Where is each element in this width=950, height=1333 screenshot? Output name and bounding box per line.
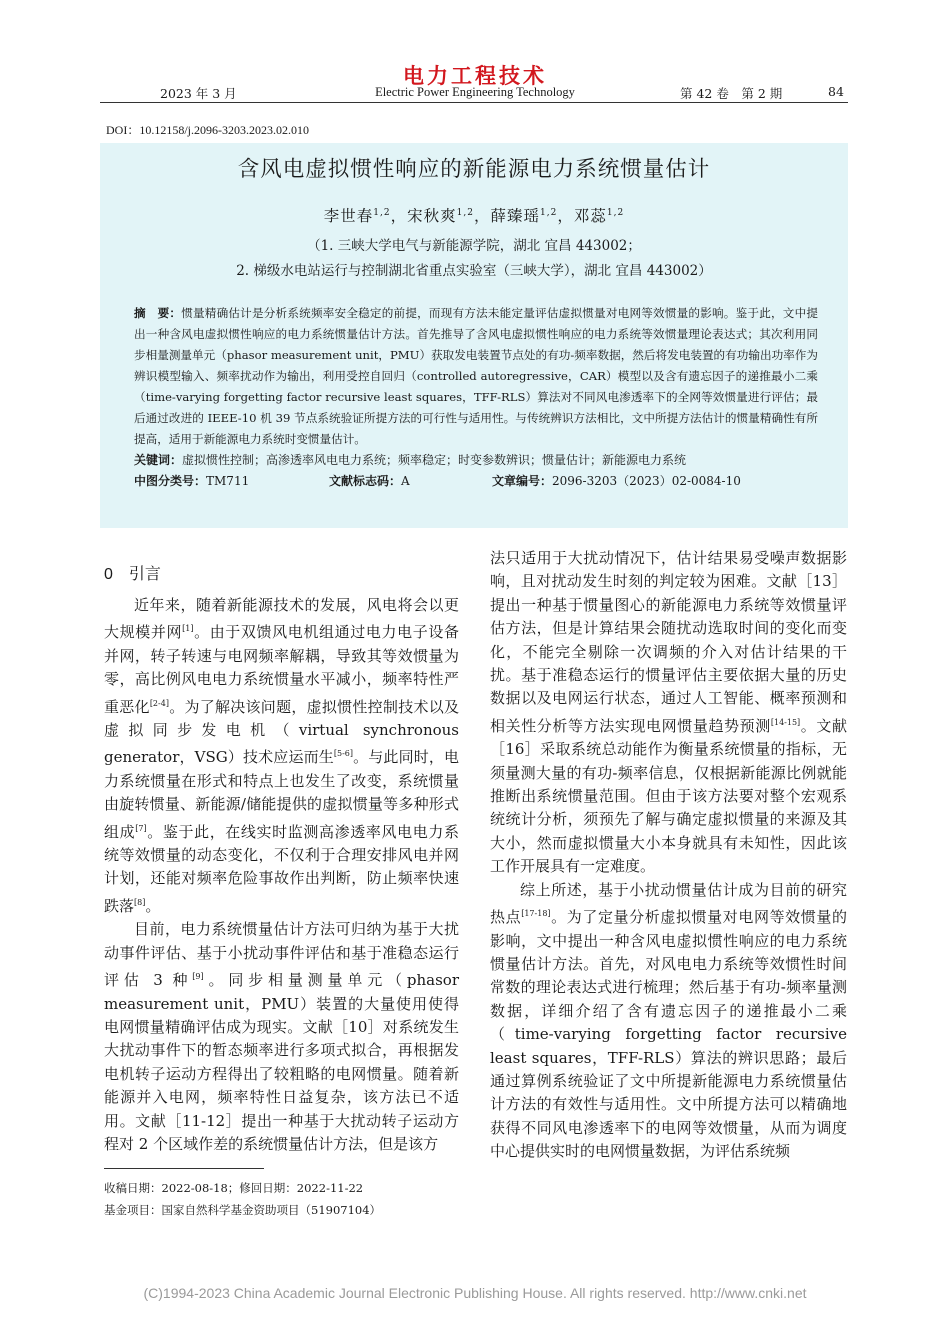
keywords-label: 关键词：: [134, 453, 183, 467]
copyright-watermark: (C)1994-2023 China Academic Journal Electronic Publishing House. All rights reserved. http://www.cnki.net: [143, 1285, 807, 1301]
keywords: [134, 450, 818, 471]
abstract-label: 摘 要：: [134, 306, 182, 320]
abstract-block: [134, 303, 818, 492]
author-affiliation-mark: 1,2: [456, 207, 474, 218]
journal-name-en: Electric Power Engineering Technology: [375, 85, 575, 99]
author-affiliation-mark: 1,2: [606, 207, 625, 218]
citation[interactable]: [5-6]: [333, 749, 353, 759]
doc-code-value: A: [401, 474, 410, 488]
citation[interactable]: [9]: [192, 972, 204, 982]
article-number-label: 文章编号：: [492, 474, 553, 488]
doi[interactable]: DOI：10.12158/j.2096-3203.2023.02.010: [106, 123, 309, 137]
citation[interactable]: [8]: [134, 897, 146, 907]
doc-code-label: 文献标志码：: [329, 474, 402, 488]
author-name: 宋秋爽: [407, 207, 457, 225]
page-number: 84: [828, 84, 844, 99]
received-date: 收稿日期：2022-08-18；修回日期：2022-11-22: [104, 1181, 364, 1195]
abstract-text: 惯量精确估计是分析系统频率安全稳定的前提，而现有方法未能定量评估虚拟惯量对电网等效惯量的影响。鉴于此，文中提出一种含风电虚拟惯性响应的电力系统惯量估计方法。首先推导了含风电虚拟惯性响应的电力系统等效惯量理论表达式；其次利用同步相量测量单元（phasor measurement unit，PMU）获取发电装置节点处的有功-频率数据，然后将发电装置的有功输出功率作为辨识模型输入、频率扰动作为输出，利用受控自回归（controlled autoregressive，CAR）模型以及含有遗忘因子的递推最小二乘（time-varying forgetting factor recursive least squares，TFF-RLS）算法对不同风电渗透率下的全网等效惯量进行评估；最后通过改进的 IEEE-10 机 39 节点系统验证所提方法的可行性与适用性。与传统辨识方法相比，文中所提方法估计的惯量精确性有所提高，适用于新能源电力系统时变惯量估计。: [134, 306, 818, 446]
journal-logo: 电力工程技术: [403, 63, 547, 88]
author-name: 薛臻瑶: [490, 207, 541, 225]
article-number-value: 2096-3203（2023）02-0084-10: [552, 474, 741, 488]
paragraph: 目前，电力系统惯量估计方法可归纳为基于大扰动事件评估、基于小扰动事件评估和基于准稳态运行评估 3 种[9]。同步相量测量单元（phasor measurement unit，PMU）装置的大量使用使得电网惯量精确评估成为现实。文献［10］对系统发生大扰动事件下的暂态频率进行多项式拟合，再根据发电机转子运动方程得出了较粗略的电网惯量。随着新能源并入电网，频率特性日益复杂，该方法已不适用。文献［11-12］提出一种基于大扰动转子运动方程对 2 个区域作差的系统惯量估计方法，但是该方: [104, 920, 459, 1153]
classification-line: [134, 471, 818, 492]
author-affiliation-mark: 1,2: [540, 207, 558, 218]
citation[interactable]: [7]: [135, 823, 147, 833]
author-name: 邓蕊: [573, 207, 607, 225]
clc-label: 中图分类号：: [134, 474, 207, 488]
section-heading: 0 引言: [104, 566, 161, 583]
citation[interactable]: [2-4]: [149, 698, 169, 708]
right-column: [490, 547, 847, 1164]
keywords-text: 虚拟惯性控制；高渗透率风电电力系统；频率稳定；时变参数辨识；惯量估计；新能源电力系统: [182, 453, 687, 467]
clc-value: TM711: [206, 474, 250, 488]
paragraph: 法只适用于大扰动情况下，估计结果易受噪声数据影响，且对扰动发生时刻的判定较为困难。文献［13］提出一种基于惯量图心的新能源电力系统等效惯量评估方法，但是计算结果会随扰动选取时间的变化而变化，不能完全剔除一次调频的介入对估计结果的干扰。基于准稳态运行的惯量评估主要依据大量的历史数据以及电网运行状态，通过人工智能、概率预测和相关性分析等方法实现电网惯量趋势预测[14-15]。文献［16］采取系统总动能作为衡量系统惯量的指标，无须量测大量的有功-频率信息，仅根据新能源比例就能推断出系统惯量范围。但由于该方法要对整个宏观系统统计分析，须预先了解与确定虚拟惯量的来源及其大小，然而虚拟惯量大小本身就具有未知性，因此该工作开展具有一定难度。: [490, 549, 847, 876]
header-divider: [100, 102, 848, 103]
citation[interactable]: [17-18]: [521, 909, 551, 919]
affiliation-1: （1. 三峡大学电气与新能源学院，湖北 宜昌 443002；: [307, 238, 641, 254]
paragraph: 综上所述，基于小扰动惯量估计成为目前的研究热点[17-18]。为了定量分析虚拟惯量对电网等效惯量的影响，文中提出一种含风电虚拟惯性响应的电力系统惯量估计方法。首先，对风电电力系统等效惯性时间常数的理论表达式进行梳理；然后基于有功-频率量测数据，详细介绍了含有遗忘因子的递推最小二乘（time-varying forgetting factor recursive least squares，TFF-RLS）算法的辨识思路；最后通过算例系统验证了文中所提新能源电力系统惯量估计方法的有效性与适用性。文中所提方法可以精确地获得不同风电渗透率下的电网等效惯量，从而为调度中心提供实时的电网惯量数据，为评估系统频: [490, 880, 847, 1161]
header-volume: 第 42 卷 第 2 期: [680, 86, 783, 101]
left-column: [104, 594, 459, 1156]
citation[interactable]: [14-15]: [770, 717, 801, 727]
author-separator: ，: [390, 207, 408, 225]
author-list: [100, 204, 848, 226]
citation[interactable]: [1]: [182, 624, 194, 634]
header-date: 2023 年 3 月: [160, 86, 237, 101]
funding-note: 基金项目：国家自然科学基金资助项目（51907104）: [104, 1203, 382, 1217]
footnote-divider: [104, 1168, 264, 1169]
author-name: 李世春: [323, 207, 374, 225]
author-separator: ，: [473, 207, 491, 225]
author-affiliation-mark: 1,2: [373, 207, 391, 218]
paragraph: 近年来，随着新能源技术的发展，风电将会以更大规模并网[1]。由于双馈风电机组通过电力电子设备并网，转子转速与电网频率解耦，导致其等效惯量为零，高比例风电电力系统惯量水平减小，频率特性严重恶化[2-4]。为了解决该问题，虚拟惯性控制技术以及虚拟同步发电机（virtual synchronous generator，VSG）技术应运而生[5-6]。与此同时，电力系统惯量在形式和特点上也发生了改变，系统惯量由旋转惯量、新能源/储能提供的虚拟惯量等多种形式组成[7]。鉴于此，在线实时监测高渗透率风电电力系统等效惯量的动态变化，不仅利于合理安排风电并网计划，还能对频率危险事故作出判断，防止频率快速跌落[8]。: [104, 596, 459, 915]
author-separator: ，: [557, 207, 574, 225]
affiliation-2: 2. 梯级水电站运行与控制湖北省重点实验室（三峡大学），湖北 宜昌 443002）: [236, 263, 712, 279]
paper-title: 含风电虚拟惯性响应的新能源电力系统惯量估计: [237, 157, 711, 182]
